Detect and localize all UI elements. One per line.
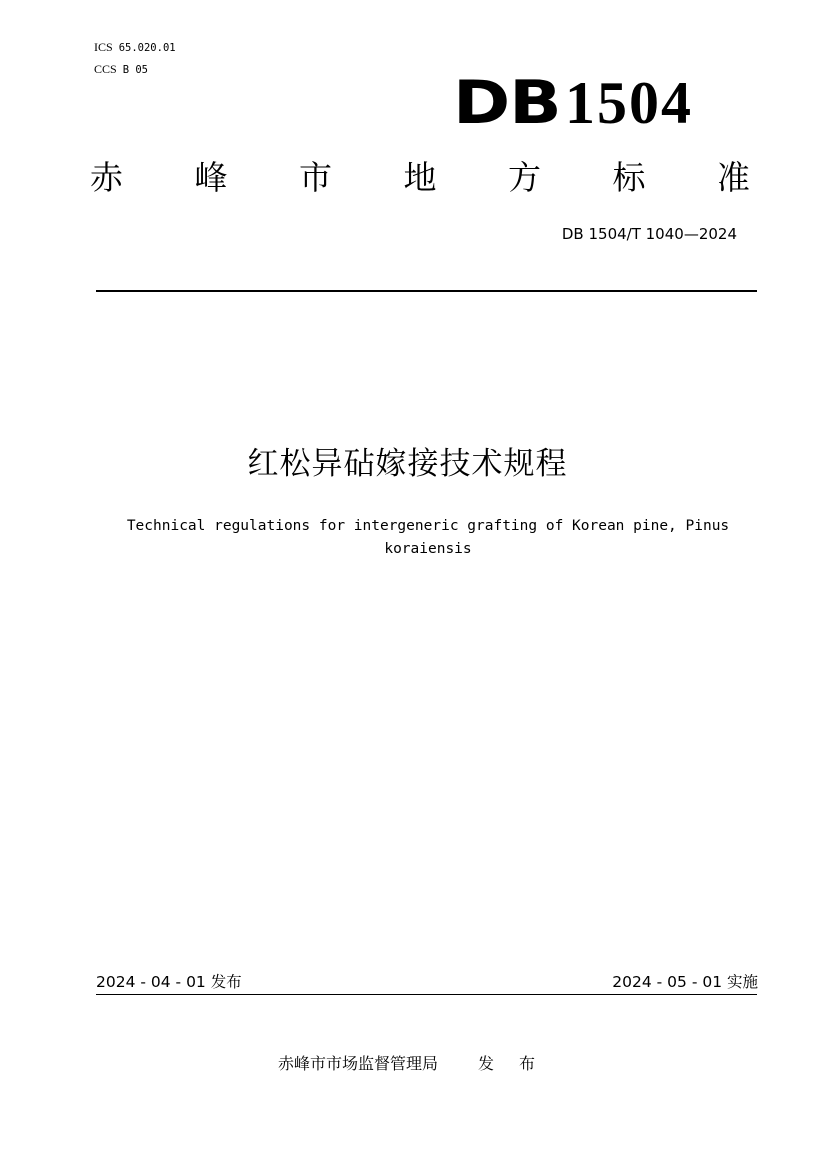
publisher xyxy=(0,1053,815,1075)
standard-type-char: 方 xyxy=(508,158,541,197)
publisher-name: 赤峰市市场监督管理局 xyxy=(277,1054,438,1073)
title-english xyxy=(90,515,766,561)
ccs-value: B 05 xyxy=(122,64,148,76)
bottom-divider xyxy=(96,994,757,995)
ccs-label: CCS xyxy=(94,62,117,76)
issue-date: 2024 - 04 - 01 发布 xyxy=(96,973,242,991)
standard-type-char: 市 xyxy=(299,158,332,197)
standard-type-char: 标 xyxy=(612,158,646,197)
db-standard-logo xyxy=(453,68,693,138)
db-logo-number: 1504 xyxy=(565,70,693,136)
top-divider xyxy=(96,290,757,292)
ics-value: 65.020.01 xyxy=(118,42,176,54)
standard-type-heading xyxy=(90,155,750,201)
ics-label: ICS xyxy=(94,40,113,54)
standard-number: DB 1504/T 1040—2024 xyxy=(561,225,737,243)
db-logo-prefix: DB xyxy=(453,68,561,138)
standard-type-char: 峰 xyxy=(194,158,228,197)
title-english-line: koraiensis xyxy=(384,541,472,557)
title-english-line: Technical regulations for intergeneric grafting of Korean pine, Pinus xyxy=(126,518,730,534)
title-chinese: 红松异砧嫁接技术规程 xyxy=(247,446,568,482)
implementation-date: 2024 - 05 - 01 实施 xyxy=(612,973,758,991)
standard-type-char: 准 xyxy=(717,158,750,197)
standard-type-char: 地 xyxy=(403,158,437,197)
standard-type-char: 赤 xyxy=(90,158,123,197)
ccs-code xyxy=(94,62,148,77)
publisher-suffix: 发 布 xyxy=(477,1054,546,1073)
ics-code xyxy=(94,40,176,55)
